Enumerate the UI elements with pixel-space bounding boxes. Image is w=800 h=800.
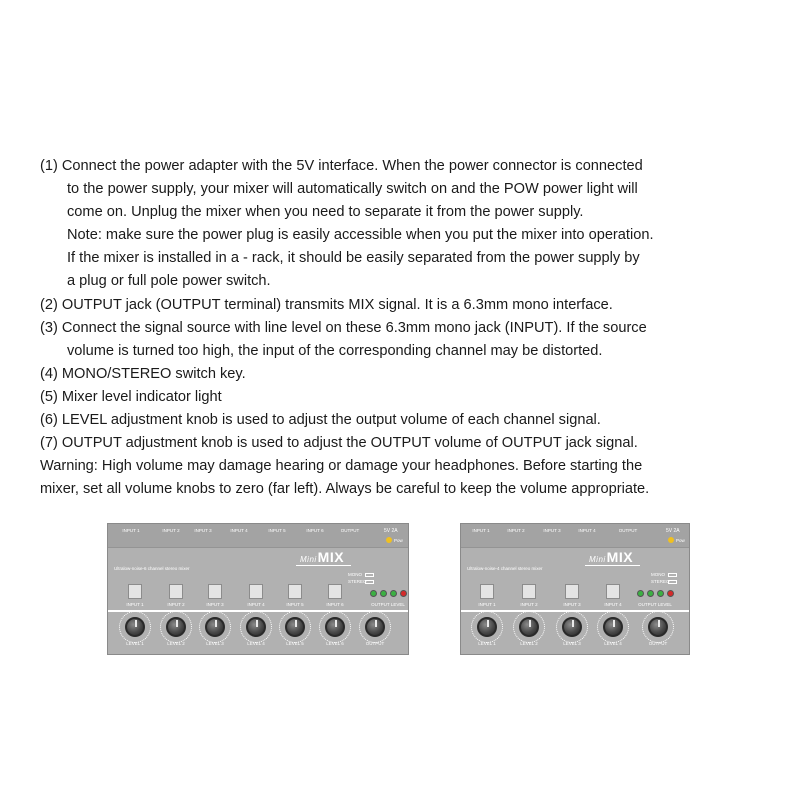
input-switch [522,584,536,599]
led-label: OUTPUT LEVEL [371,602,405,607]
instruction-line: (5) Mixer level indicator light [40,388,222,405]
power-led [668,537,674,543]
input-switch [169,584,183,599]
level-knob [125,617,145,637]
instruction-line: mixer, set all volume knobs to zero (far left). Always be careful to keep the volume appropriate. [40,481,650,498]
knob-label: LEVEL 4 [604,641,622,646]
mode-label: MONO [651,572,665,577]
knob-label: LEVEL 3 [206,641,224,646]
instruction-line: (3) Connect the signal source with line level on these 6.3mm mono jack (INPUT). If the source [40,319,647,336]
input-switch [249,584,263,599]
jack-label: INPUT 3 [194,528,212,533]
level-knob [477,617,497,637]
mini-mix-logo [300,549,344,565]
input-switch-label: INPUT 5 [286,602,304,607]
jack-label: OUTPUT [618,528,638,533]
level-knob [648,617,668,637]
mixer-subtitle: Ultralow-noise-6 channel stereo mixer [114,566,190,571]
mixer-subtitle: Ultralow-noise-4 channel stereo mixer [467,566,543,571]
level-led-green [390,590,397,597]
level-knob [603,617,623,637]
input-switch [288,584,302,599]
level-led-green [647,590,654,597]
knob-pointer [215,620,217,627]
logo-underline [585,565,640,566]
knob-label: LEVEL 1 [126,641,144,646]
mode-label: MONO [348,572,362,577]
level-knob [285,617,305,637]
input-switch-label: INPUT 1 [478,602,496,607]
instruction-line: come on. Unplug the mixer when you need to separate it from the power supply. [67,204,584,221]
jack-label: INPUT 6 [306,528,324,533]
power-input-label: 5V 2A [384,528,398,534]
level-knob [205,617,225,637]
jack-label: INPUT 3 [543,528,561,533]
jack-label: INPUT 5 [268,528,286,533]
knob-pointer [295,620,297,627]
instruction-line: Note: make sure the power plug is easily accessible when you put the mixer into operation. [67,227,654,244]
instruction-line: a plug or full pole power switch. [67,273,271,290]
input-switch [606,584,620,599]
power-input-label: 5V 2A [666,528,680,534]
mode-label: STEREO [348,579,367,584]
input-switch [208,584,222,599]
jack-label: INPUT 4 [230,528,248,533]
level-knob [562,617,582,637]
instruction-line: (7) OUTPUT adjustment knob is used to adjust the OUTPUT volume of OUTPUT jack signal. [40,435,638,452]
knob-pointer [658,620,660,627]
knob-pointer [176,620,178,627]
instruction-line: to the power supply, your mixer will automatically switch on and the POW power light will [67,181,638,198]
jack-label: INPUT 1 [472,528,490,533]
knob-pointer [335,620,337,627]
input-switch-label: INPUT 4 [604,602,622,607]
knob-pointer [135,620,137,627]
level-led-green [380,590,387,597]
knob-pointer [529,620,531,627]
instruction-line: Warning: High volume may damage hearing or damage your headphones. Before starting the [40,458,643,475]
mode-label: STEREO [651,579,670,584]
instruction-line: (6) LEVEL adjustment knob is used to adjust the output volume of each channel signal. [40,412,601,429]
mode-switch [365,580,374,584]
level-led-green [657,590,664,597]
power-led-label: Pow [394,538,403,543]
level-knob [325,617,345,637]
input-switch [328,584,342,599]
jack-label: OUTPUT [340,528,360,533]
knob-label: OUTPUT [648,641,668,646]
knob-pointer [487,620,489,627]
level-led-red [400,590,407,597]
power-led [386,537,392,543]
input-switch-label: INPUT 3 [206,602,224,607]
input-switch-label: INPUT 3 [563,602,581,607]
knob-label: LEVEL 2 [167,641,185,646]
mode-switch [365,573,374,577]
knob-label: LEVEL 6 [326,641,344,646]
instruction-line: (2) OUTPUT jack (OUTPUT terminal) transmits MIX signal. It is a 6.3mm mono interface. [40,296,613,313]
jack-strip [461,524,689,548]
led-label: OUTPUT LEVEL [638,602,672,607]
level-knob [519,617,539,637]
level-led-green [637,590,644,597]
level-led-green [370,590,377,597]
logo-text: MIX [606,549,634,565]
instruction-line: volume is turned too high, the input of the corresponding channel may be distorted. [67,342,603,359]
knob-pointer [613,620,615,627]
knob-pointer [256,620,258,627]
mode-switch [668,573,677,577]
input-switch [565,584,579,599]
level-knob [365,617,385,637]
instruction-line: (1) Connect the power adapter with the 5V interface. When the power connector is connected [40,158,643,174]
mode-switch [668,580,677,584]
input-switch-label: INPUT 2 [167,602,185,607]
input-switch [128,584,142,599]
instruction-line: If the mixer is installed in a - rack, it should be easily separated from the power supply by [67,250,640,267]
jack-label: INPUT 2 [507,528,525,533]
power-led-label: Pow [676,538,685,543]
jack-label: INPUT 1 [122,528,140,533]
knob-label: LEVEL 2 [520,641,538,646]
jack-label: INPUT 4 [578,528,596,533]
input-switch-label: INPUT 4 [247,602,265,607]
level-knob [246,617,266,637]
logo-prefix: Mini [589,555,606,564]
logo-text: MIX [317,549,345,565]
knob-pointer [375,620,377,627]
knob-pointer [572,620,574,627]
input-switch-label: INPUT 2 [520,602,538,607]
mixer-4-channel-diagram [460,523,690,655]
knob-label: LEVEL 5 [286,641,304,646]
knob-label: LEVEL 4 [247,641,265,646]
level-led-red [667,590,674,597]
knob-label: LEVEL 1 [478,641,496,646]
logo-prefix: Mini [300,555,317,564]
mixer-6-channel-diagram [107,523,409,655]
level-knob [166,617,186,637]
mini-mix-logo [589,549,633,565]
input-switch [480,584,494,599]
jack-strip [108,524,408,548]
input-switch-label: INPUT 1 [126,602,144,607]
jack-label: INPUT 2 [162,528,180,533]
instruction-line: (4) MONO/STEREO switch key. [40,365,246,382]
knob-label: LEVEL 3 [563,641,581,646]
knob-label: OUTPUT [365,641,385,646]
input-switch-label: INPUT 6 [326,602,344,607]
logo-underline [296,565,351,566]
instructions-text [40,155,770,501]
